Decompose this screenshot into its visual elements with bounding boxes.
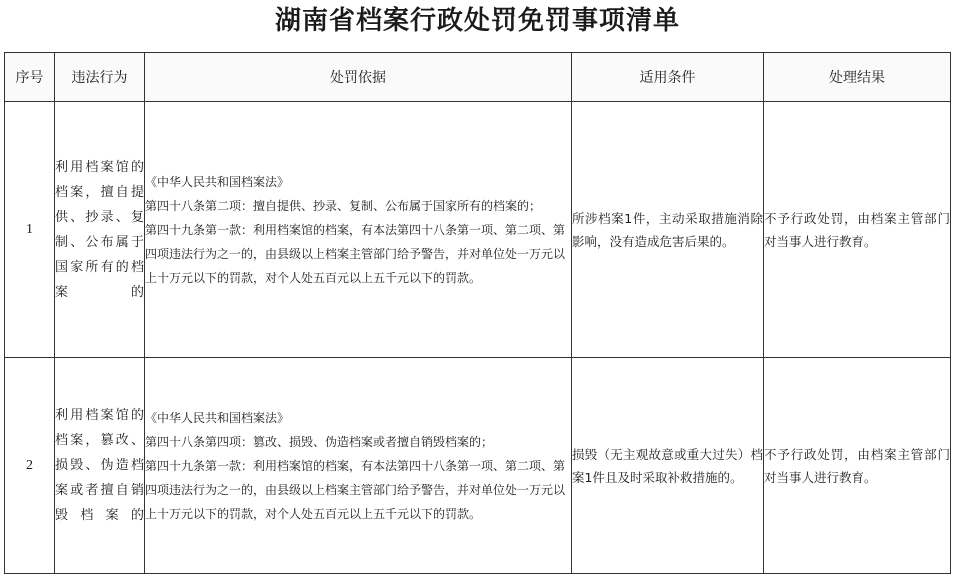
row-seq: 2 [5,358,55,574]
table-row [5,102,951,358]
row-condition: 损毁（无主观故意或重大过失）档案1件且及时采取补救措施的。 [572,358,764,574]
row-seq: 1 [5,102,55,358]
row-basis [145,358,572,574]
header-result: 处理结果 [764,53,951,102]
basis-law-title: 《中华人民共和国档案法》 [145,410,290,425]
header-basis: 处罚依据 [145,53,572,102]
header-violation: 违法行为 [55,53,145,102]
page-title: 湖南省档案行政处罚免罚事项清单 [274,6,680,36]
basis-article-1: 第四十八条第二项：擅自提供、抄录、复制、公布属于国家所有的档案的； [145,198,542,213]
table-header-row [5,53,951,102]
row-condition: 所涉档案1件，主动采取措施消除影响，没有造成危害后果的。 [572,102,764,358]
basis-article-2: 第四十九条第一款：利用档案馆的档案，有本法第四十八条第一项、第二项、第四项违法行为之一的，由县级以上档案主管部门给予警告，并对单位处一万元以上十万元以下的罚款，对个人处五百元以上五千元以下的罚款。 [145,458,566,521]
basis-article-2: 第四十九条第一款：利用档案馆的档案，有本法第四十八条第一项、第二项、第四项违法行为之一的，由县级以上档案主管部门给予警告，并对单位处一万元以上十万元以下的罚款，对个人处五百元以上五千元以下的罚款。 [145,222,566,285]
row-violation: 利用档案馆的档案，篡改、损毁、伪造档案或者擅自销毁档案的 [55,358,145,574]
header-condition: 适用条件 [572,53,764,102]
header-seq: 序号 [5,53,55,102]
row-basis [145,102,572,358]
basis-law-title: 《中华人民共和国档案法》 [145,174,290,189]
penalty-exemption-table [4,52,951,574]
row-result: 不予行政处罚，由档案主管部门对当事人进行教育。 [764,358,951,574]
row-violation: 利用档案馆的档案，擅自提供、抄录、复制、公布属于国家所有的档案的 [55,102,145,358]
table-row [5,358,951,574]
basis-article-1: 第四十八条第四项：篡改、损毁、伪造档案或者擅自销毁档案的； [145,434,494,449]
row-result: 不予行政处罚，由档案主管部门对当事人进行教育。 [764,102,951,358]
